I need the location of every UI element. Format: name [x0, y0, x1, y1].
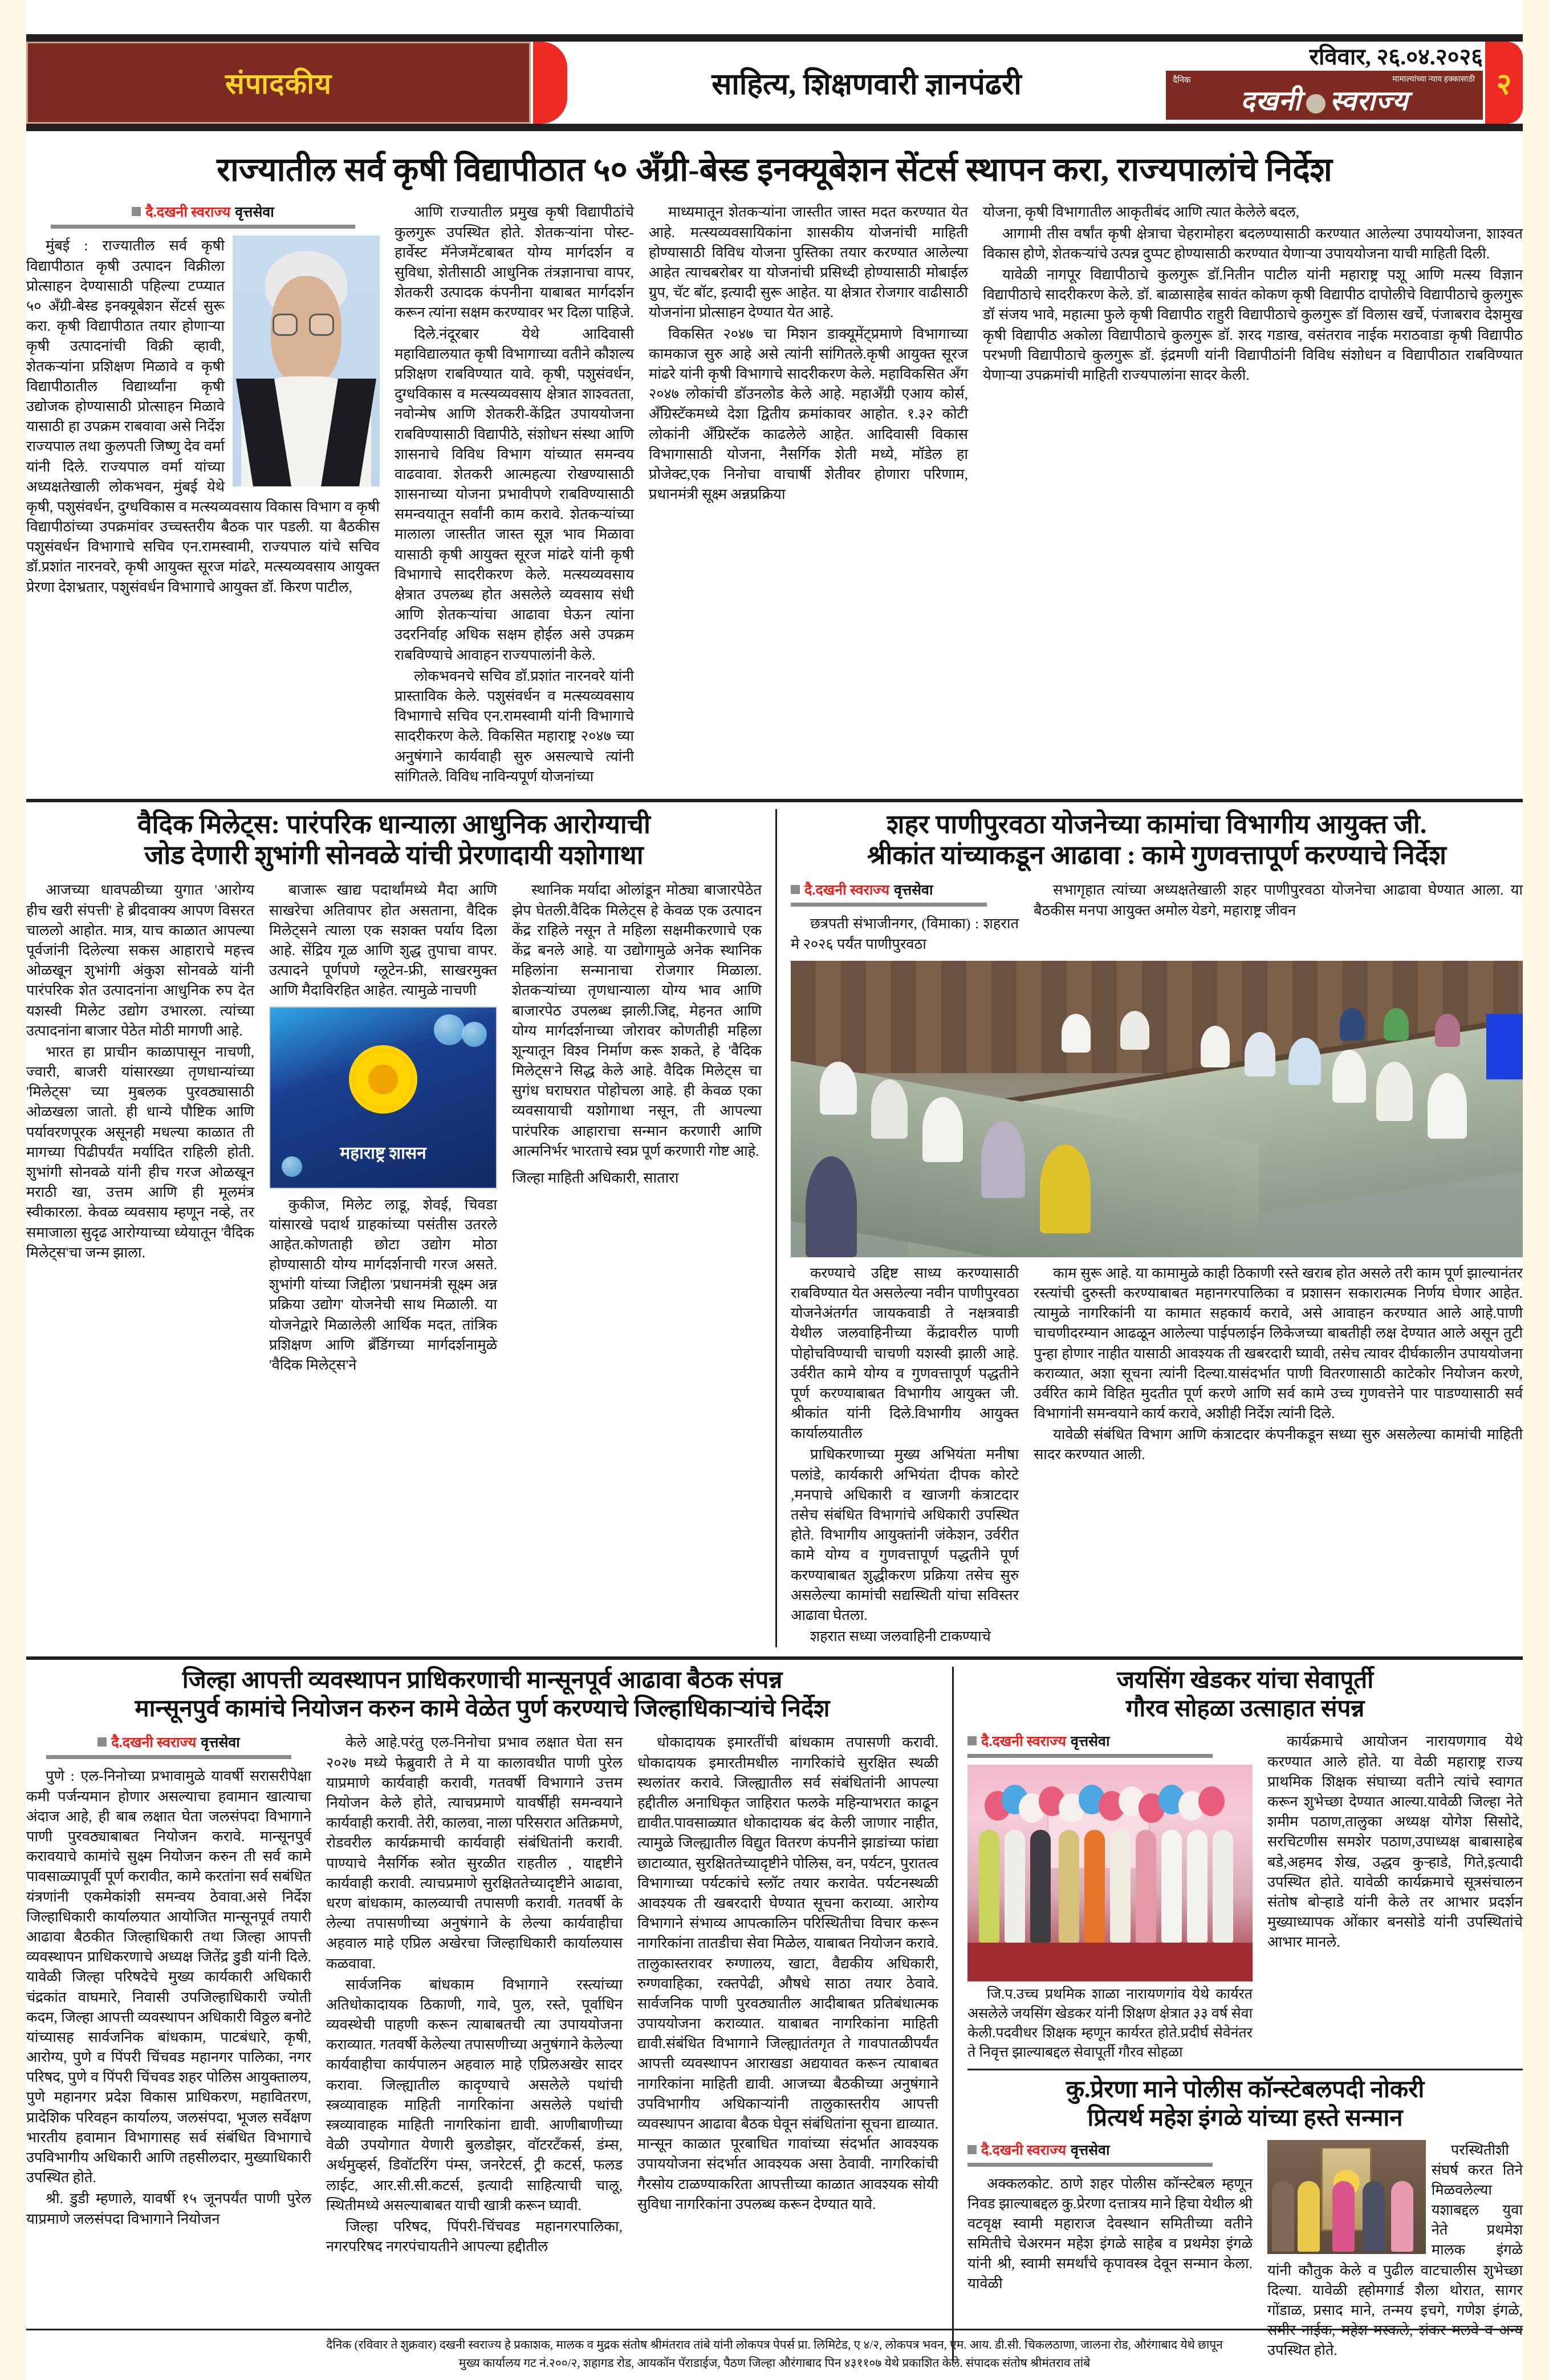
lead-paragraph: आगामी तीस वर्षांत कृषी क्षेत्राचा चेहरामोहरा बदलण्यासाठी करण्यात आलेल्या उपाययोजना, शाश्वत विकास होणे, शेतकऱ्यांचे उत्पन्न दुप्पट होण्यासाठी करण्यात येणाऱ्या उपाययोजना याची माहिती दिली. — [983, 225, 1523, 262]
lead-paragraph: विकसित २०४७ चा मिशन डाक्यूमेंट्प्रमाणे विभागाच्या कामकाज सुरु आहे असे त्यांनी सांगितले.कृषी आयुक्त सूरज मांढरे यांनी कृषी विभागाचे सादरीकरण केले. महाविकसित अँग २०४७ लोकांची डॉउनलोड केले आहे. महाअँग्री एआय कोर्स, अँग्रिस्टॅकमध्ये देशा द्वितीय क्रमांकावर आहोत. १.३२ कोटी लोकांनी अँग्रिस्टॅक काढलेले आहेत. आदिवासी विकास विभागासाठी योजना, नैसर्गिक शेती मध्ये, मॉडेल हा प्रोजेक्ट,एक निनोचा वाचार्षी शेतीवर होणारा परिणाम, प्रधानमंत्री सूक्ष्म अन्नप्रक्रिया — [649, 325, 968, 503]
byline-brand: दै.दखनी स्वराज्य — [111, 1735, 197, 1751]
disaster-paragraph: सार्वजनिक बांधकाम विभागाने रस्त्यांच्या अतिधोकादायक ठिकाणी, गावे, पुल, रस्ते, पूर्वाधिन व्यवस्थेची पाहणी करून त्याबाबतची त्या उपाययोजना कराव्यात. गतवर्षी केलेल्या तपासणीच्या अनुषंगाने केलेल्या कार्यवाहीचा कार्यपालन अहवाल माहे एप्रिलअखेर सादर करावा. जिल्ह्यातील कादृण्याचे असलेले पथांची स्त्रव्यावाहक माहिती नागरिकांना असलेले पथांची स्त्रव्यावाहक माहिती नागरिकांना द्यावी. आणीबाणीच्या वेळी उपयोगात येणारी बुलडोझर, वॉटरटँकर्स, डंम्स, अर्थमुव्हर्स, डिवॉटरिंग पंम्स, जनरेटर्स, ट्री कटर्स, फलड लाईट, आर.सी.सी.कटर्स, इत्यादी साहित्याची चालू, स्थितीमध्ये असल्याबाबत याची खात्री करून घ्यावी. — [326, 1976, 623, 2214]
lead-story — [26, 151, 1523, 787]
prerna-paragraph: परस्थितीशी संघर्ष करत तिने मिळवलेल्या यशाबद्दल युवा नेते प्रथमेश मालक इंगळे यांनी कौतुक केले व पुढील वाटचालीस शुभेच्छा दिल्या. यावेळी ह्होमगार्ड शैला थोरात, सागर गोंडाळ, प्रसाद माने, तन्मय इचगे, गणेश इंगळे, समीर नाईक, महेश मस्कले, शंकर मलवे व अन्य उपस्थित होते. — [1267, 2141, 1523, 2359]
government-label: महाराष्ट्र शासन — [340, 1143, 426, 1163]
water-column-4 — [1034, 1263, 1523, 1648]
disaster-paragraph: धोकादायक इमारतींची बांधकाम तपासणी करावी. धोकादायक इमारतीमधील नागरिकांचे सुरक्षित स्थळी स्थलांतर करावे. जिल्ह्यातील सर्व संबंधितांनी आपल्या हद्दीतील अनाधिकृत जाहिरात फलके महिन्याभरात काढून द्यावीत.पावसाळ्यात धोकादायक बंद केली जाणार नाहीत, त्यामुळे जिल्ह्यातील विद्युत वितरण कंपनीने झाडांच्या फांद्या छाटाव्यात, सुरक्षिततेच्यादृष्टीने पोलिस, वन, पर्यटन, पुरातत्व विभागाच्या पर्यटकांचे स्लॉट तयार करावेत. पर्यटनस्थळी आवश्यक ती खबरदारी घेण्यात सूचना कराव्या. आरोग्य विभागाने संभाव्य आपत्कालिन परिस्थितीचा विचार करून नागरिकांना तातडीचा सेवा मिळेल, याबाबत नियोजन करावे. तालुकास्तरावर रुग्णालय, खाटा, वैद्यकीय अधिकारी, रुग्णवाहिका, रक्तपेढी, औषधे साठा तयार ठेवावे. सार्वजनिक पाणी पुरवठ्यातील आदीबाबत प्रतिबंधात्मक उपाययोजना कराव्यात. याबाबत नागरिकांना माहिती द्यावी.संबंधित विभागाने जिल्ह्यातंतगृत ते गावपातळीपर्यंत आपत्ती व्यवस्थापन आराखडा अद्ययावत करून त्याबाबत नागरिकांना माहिती द्यावी. आजच्या बैठकीच्या अनुषंगाने उपविभागीय अधिकाऱ्यांनी तालुकास्तरीय आपत्ती व्यवस्थापन आढावा बैठक घेवून संबंधितांना सूचना द्याव्यात. मान्सून काळात पूरबाधित गावांच्या संदर्भात आवश्यक उपाययोजना संदर्भात आवश्यक असा ठेवावी. नागरिकांची गैरसोय टाळण्याकरिता आपत्तीच्या काळात आवश्यक सोयी सुविधा नागरिकांना उपलब्ध करून देण्यात यावे. — [637, 1734, 938, 2212]
byline-rule — [967, 1754, 1213, 1758]
byline-square-icon — [132, 207, 141, 216]
masthead-rule-bottom — [26, 124, 1523, 131]
byline-square-icon — [967, 1736, 977, 1745]
byline-square-icon — [97, 1737, 107, 1747]
disaster-paragraph: पुणे : एल-निनोच्या प्रभावामुळे यावर्षी सरासरीपेक्षा कमी पर्जन्यमान होणार असल्याचा हवामान खात्याचा अंदाज आहे, ही बाब लक्षात घेता जलसंपदा विभागाने पाणी पुरवठ्याबाबत नियोजन करावे. मान्सूनपुर्व करावयाचे कामांचे सुक्ष्म नियोजन करुन ती सर्व कामे पावसाळ्यापूर्वी पूर्ण करावीत, कामे करतांना सर्व सबंधित यंत्रणांनी एकमेकांशी समन्वय ठेवावा.असे निर्देश जिल्हाधिकारी कार्यालयात आयोजित मान्सूनपूर्व तयारी आढावा बैठकीत जिल्हाधिकारी तथा जिल्हा आपत्ती व्यवस्थापन प्राधिकरणाचे अध्यक्ष जितेंद्र डुडी यांनी दिले. यावेळी जिल्हा परिषदेचे मुख्य कार्यकारी अधिकारी चंद्रकांत वाघमारे, निवासी उपजिल्हाधिकारी ज्योती कदम, जिल्हा आपत्ती व्यवस्थापन अधिकारी विठ्ठल बनोटे यांच्यासह सार्वजनिक बांधकाम, पाटबंधारे, कृषी, आरोग्य, पुणे व पिंपरी चिंचवड महानगर पालिका, नगर परिषद, पुणे व पिंपरी चिंचवड शहर पोलिस आयुक्तालय, पुणे महानगर प्रदेश विकास प्राधिकरण, महावितरण, प्रादेशिक परिवहन कार्यालय, जलसंपदा, भूजल सर्वेक्षण भारतीय हवामान विभागासह सर्व संबंधित विभागाचे उपविभागीय अधिकारी आणि तहसीलदार, मुख्याधिकारी उपस्थित होते. — [26, 1768, 311, 2186]
khedkar-caption: जि.प.उच्च प्रथमिक शाळा नारायणगांव येथे कार्यरत असलेले जयसिंग खेडकर यांनी शिक्षण क्षेत्रात ३३ वर्ष सेवा केली.पदवीधर शिक्षक म्हणून कार्यरत होते.प्रदीर्घ सेवेनंतर ते निवृत्त झाल्याबद्दल सेवापूर्ती गौरव सोहळा — [967, 1987, 1253, 2060]
prerna-headline-line1: कु.प्रेरणा माने पोलीस कॉन्स्टेबलपदी नोकरी — [1066, 2077, 1425, 2103]
byline-brand: दै.दखनी स्वराज्य — [804, 883, 889, 899]
lead-column-1 — [26, 202, 380, 787]
publication-logo — [1166, 71, 1483, 120]
water-paragraph: यावेळी संबंधित विभाग आणि कंत्राटदार कंपनीकडून सध्या सुरु असलेल्या कामांची माहिती सादर करण्यात आली. — [1034, 1426, 1523, 1463]
middle-band — [26, 809, 1523, 1647]
vedic-paragraph: भारत हा प्राचीन काळापासून नाचणी, ज्वारी, बाजरी यांसारख्या तृणधान्यांच्या 'मिलेट्स' च्या मुबलक पुरवठ्यासाठी ओळखला जातो. ही धान्ये पौष्टिक आणि पर्यावरणपूरक असूनही मधल्या काळात ती मागच्या पिढीपर्यंत मर्यादित राहिली होती. शुभांगी सोनवळे यांनी हीच गरज ओळखून मराठी खा, उत्तम आणि ही मूलमंत्र स्वीकारला. केवळ व्यवसाय म्हणून नव्हे, तर समाजाला सुदृढ आरोग्याच्या ध्येयातून 'वैदिक मिलेट्स'चा जन्म झाला. — [26, 1043, 254, 1261]
vedic-column-2 — [269, 880, 497, 1376]
honour-ceremony-photo — [1267, 2140, 1426, 2254]
vedic-credit: जिल्हा माहिती अधिकारी, सातारा — [512, 1169, 679, 1187]
lead-column-4 — [983, 202, 1523, 787]
vedic-column-1 — [26, 880, 254, 1376]
byline — [967, 2140, 1253, 2159]
khedkar-paragraph: कार्यक्रमाचे आयोजन नारायणगाव येथे करण्यात आले होते. या वेळी महाराष्ट्र राज्य प्राथमिक शिक्षक संघाच्या वतीने त्यांचे स्वागत करून शुभेच्छा देण्यात आल्या.यावेळी जिल्हा नेते शमीम पठाण,तालुका अध्यक्ष योगेश सिसोदे, सरचिटणीस समशेर पठाण,उपाध्यक्ष बाबासाहेब बडे,अहमद शेख, उद्धव कुऱ्हाडे, गिते,इत्यादी उपस्थित होते. यावेळी कार्यक्रमाचे सूत्रसंचालन संतोष बोऱ्हाडे यांनी केले तर आभार प्रदर्शन मुख्याध्यापक ओंकार बनसोडे यांनी उपस्थितांचे आभार मानले. — [1267, 1733, 1523, 1951]
byline-brand: दै.दखनी स्वराज्य — [981, 1734, 1066, 1750]
logo-word-right: स्वराज्य — [1330, 86, 1409, 116]
vedic-paragraph: कुकीज, मिलेट लाडू, शेवई, चिवडा यांसारखे पदार्थ ग्राहकांच्या पसंतीस उतरले आहेत.कोणताही छोटा उद्योग मोठा होण्यासाठी योग्य मार्गदर्शनाची गरज असते. शुभांगी यांच्या जिद्दीला 'प्रधानमंत्री सूक्ष्म अन्न प्रक्रिया उद्योग' योजनेची साथ मिळाली. या योजनेद्वारे मिळालेली आर्थिक मदत, तांत्रिक प्रशिक्षण आणि ब्रँडिंगच्या मार्गदर्शनामुळे 'वैदिक मिलेट्स'ने — [269, 1196, 497, 1374]
water-column-3 — [791, 1263, 1019, 1648]
byline — [791, 880, 1019, 899]
section-divider — [26, 799, 1523, 802]
vedic-headline-line2: जोड देणारी शुभांगी सोनवळे यांची प्रेरणादायी यशोगाथा — [144, 840, 644, 870]
byline-rule — [46, 1755, 291, 1759]
disaster-headline-line1: जिल्हा आपत्ती व्यवस्थापन प्राधिकरणाची मान्सूनपूर्व आढावा बैठक संपन्न — [182, 1667, 783, 1694]
vedic-millets-story — [26, 809, 762, 1647]
water-paragraph: सभागृहात त्यांच्या अध्यक्षतेखाली शहर पाणीपुरवठा योजनेचा आढावा घेण्यात आला. या बैठकीस मनपा आयुक्त अमोल येडगे, महाराष्ट्र जीवन — [1034, 882, 1523, 919]
disaster-column-3 — [637, 1732, 938, 2257]
footer-line-2: मुख्य कार्यालय गट नं.२००/२, शहागड रोड, आयकॉन पॅराडाईज, पैठण जिल्हा औरंगाबाद पिन ४३११०७ येथे प्रकाशित केले. संपादक संतोष श्रीमंतराव तांबे — [458, 2355, 1091, 2370]
masthead — [26, 34, 1523, 131]
right-margin — [1523, 0, 1549, 2380]
water-paragraph: करण्याचे उद्दिष्ट साध्य करण्यासाठी राबविण्यात येत असलेल्या नवीन पाणीपुरवठा योजनेअंतर्गत जायकवाडी ते नक्षत्रवाडी येथील जलवाहिनीच्या केंद्रावरील पाणी पोहोचविण्याची चाचणी यशस्वी झाली आहे. उर्वरीत कामे योग्य व गुणवत्तापूर्ण पद्धतीने पूर्ण करण्याबाबत विभागीय आयुक्त जी. श्रीकांत यांनी दिले.विभागीय आयुक्त कार्यालयातील — [791, 1264, 1019, 1442]
khedkar-column-1 — [967, 1731, 1253, 2062]
masthead-date: रविवार, २६.०४.२०२६ — [1309, 44, 1483, 70]
byline — [967, 1731, 1253, 1751]
khedkar-column-2 — [1267, 1731, 1523, 2062]
water-paragraph: काम सुरू आहे. या कामामुळे काही ठिकाणी रस्ते खराब होत असले तरी काम पूर्ण झाल्यानंतर रस्त्यांची दुरुस्ती करण्याबाबत महानगरपालिका व प्रशासन सकारात्मक निर्णय घेणार आहेत. त्यामुळे नागरिकांनी या कामात सहकार्य करावे, असे आवाहन करण्यात आले आहे.पाणी चाचणीदरम्यान आढळून आलेल्या पाईपलाईन लिकेजच्या बाबतीही लक्ष देण्यात आले असून तुटी पुन्हा होणार नाहीत यासाठी आवश्यक ती खबरदारी घ्यावी, तसेच त्यावर दीर्घकालीन उपाययोजना कराव्यात, अशा सूचना त्यांनी दिल्या.यासंदर्भात पाणी वितरणासाठी काटेकोर नियोजन करणे, उर्वरित कामे विहित मुदतीत पूर्ण करणे आणि सर्व कामे उच्च गुणवत्तेने पार पाडण्यासाठी सर्व विभागांनी समन्वयाने कार्य करावे, अशीही निर्देश त्यांनी दिले. — [1034, 1264, 1523, 1422]
left-margin — [0, 0, 26, 2380]
column-divider — [775, 809, 777, 1647]
water-paragraph: प्राधिकरणाच्या मुख्य अभियंता मनीषा पलांडे, कार्यकारी अभियंता दीपक कोरटे ,मनपाचे अधिकारी व खाजगी कंत्राटदार तसेच संबंधित विभागांचे अधिकारी उपस्थित होते. विभागीय आयुक्तांनी जंकेशन, उर्वरीत कामे योग्य व गुणवत्तापूर्ण पद्धतीने पूर्ण करण्याबाबत शुद्धीकरण प्रक्रिया तसेच सुरु असलेल्या कामांची सद्यस्थिती यांचा सविस्तर आढावा घेतला. — [791, 1446, 1019, 1623]
water-paragraph: शहरात सध्या जलवाहिनी टाकण्याचे — [810, 1628, 991, 1645]
byline — [26, 1732, 311, 1752]
lead-paragraph: लोकभवनचे सचिव डॉ.प्रशांत नारनवरे यांनी प्रास्ताविक केले. पशुसंवर्धन व मत्स्यव्यवसाय विभागाचे सचिव एन.रामस्वामी यांनी विभागाचे सादरीकरण केले. विकसित महाराष्ट्र २०४७ च्या अनुषंगाने कार्यवाही सुरु असल्याचे त्यांनी सांगितले. विविध नाविन्यपूर्ण योजनांच्या — [395, 667, 634, 785]
prerna-story — [967, 2076, 1523, 2361]
disaster-paragraph: श्री. डुडी म्हणाले, यावर्षी १५ जूनपर्यंत पाणी पुरेल याप्रमाणे जलसंपदा विभागाने नियोजन — [26, 2190, 311, 2227]
water-supply-story — [791, 809, 1523, 1647]
vedic-headline-line1: वैदिक मिलेट्स: पारंपरिक धान्याला आधुनिक आरोग्याची — [137, 809, 651, 839]
byline-service: वृत्तसेवा — [1070, 2142, 1110, 2158]
disaster-story — [26, 1667, 938, 2361]
lead-paragraph: आणि राज्यातील प्रमुख कृषी विद्यापीठांचे कुलगुरू उपस्थित होते. शेतकऱ्यांना पोस्ट-हार्वेस्ट मॅनेजमेंटबाबत योग्य मार्गदर्शन व सुविधा, शेतीसाठी आधुनिक तंत्रज्ञानाचा वापर, शेतकरी उत्पादक कंपनीना याबाबत मार्गदर्शन करून त्यांना सक्षम करण्यावर भर दिला पाहिजे. — [395, 204, 634, 321]
khedkar-headline-line2: गौरव सोहळा उत्साहात संपन्न — [1125, 1695, 1365, 1722]
lead-column-3 — [649, 202, 968, 787]
lead-paragraph: दिले.नंदूरबार येथे आदिवासी महाविद्यालयात कृषी विभागाच्या वतीने कौशल्य प्रशिक्षण राबविण्यात यावे. कृषी, पशुसंवर्धन, दुग्धविकास व मत्स्यव्यवसाय क्षेत्रात शाश्वतता, नवोन्मेष आणि शेतकरी-केंद्रित उपाययोजना राबविण्यासाठी विद्यापीठे, संशोधन संस्था आणि शासनाचे विविध विभाग यांच्यात समन्वय वाढवावा. शेतकरी आत्महत्या रोखण्यासाठी शासनाच्या योजना प्रभावीपणे राबविण्यासाठी समन्वयातून सर्वांनी काम करावे. शेतकऱ्यांच्या मालाला जास्तीत जास्त सूज्ञ भाव मिळावा यासाठी कृषी आयुक्त सूरज मांढरे यांनी कृषी विभागाचे सादरीकरण केले. मत्स्यव्यवसाय क्षेत्रात उपलब्ध होत असलेले व्यवसाय संधी आणि शेतकऱ्यांचा आढावा घेऊन त्यांना उदरनिर्वाह अधिक सक्षम होईल असे उपक्रम राबविण्याचे आवाहन राज्यपालांनी केले. — [395, 325, 634, 663]
vedic-column-3 — [512, 880, 762, 1376]
bottom-band — [26, 1667, 1523, 2361]
byline — [26, 202, 380, 221]
section-tag: संपादकीय — [26, 42, 531, 124]
masthead-rule-top — [26, 34, 1523, 42]
byline-square-icon — [791, 885, 800, 894]
byline-service: वृत्तसेवा — [235, 205, 274, 221]
projector-screen — [1486, 1014, 1523, 1079]
byline-service: वृत्तसेवा — [893, 883, 933, 899]
khedkar-headline-line1: जयसिंग खेडकर यांचा सेवापूर्ती — [1116, 1667, 1374, 1694]
byline-rule — [51, 225, 355, 229]
byline-brand: दै.दखनी स्वराज्य — [145, 205, 231, 221]
logo-word-left: दखनी — [1240, 86, 1302, 116]
story-divider — [967, 2069, 1523, 2070]
portrait-photo — [233, 235, 380, 486]
masthead-strapline: साहित्य, शिक्षणवारी ज्ञानपंढरी — [712, 68, 1022, 101]
water-paragraph: छत्रपती संभाजीनगर, (विमाका) : शहरात मे २०२६ पर्यंत पाणीपुरवठा — [791, 915, 1019, 952]
footer-line-1: दैनिक (रविवार ते शुक्रवार) दखनी स्वराज्य हे प्रकाशक, मालक व मुद्रक संतोष श्रीमंतराव तांबे यांनी लोकपत्र पेपर्स प्रा. लिमिटेड, ए ४/२, लोकपत्र भवन, एम. आय. डी.सी. चिकलठाणा, जालना रोड, औरंगाबाद येथे छापून — [326, 2338, 1223, 2351]
lead-paragraph: यावेळी नागपूर विद्यापीठाचे कुलगुरू डॉ.नितीन पाटील यांनी महाराष्ट्र पशू आणि मत्स्य विज्ञान विद्यापीठाचे सादरीकरण केले. डॉ. बाळासाहेब सावंत कोकण कृषी विद्यापीठ दापोलीचे विद्यापीठाचे कुलगुरू डॉ संजय भावे, महात्मा फुले कृषी विद्यापीठ राहुरी विद्यापीठाचे कुलगुरू डॉ विलास खर्चे, पंजाबराव देशमुख कृषी विद्यापीठ अकोला विद्यापीठाचे कुलगुरू डॉ. शरद गडाख, वसंतराव नाईक मराठवाडा कृषी विद्यापीठ परभणी विद्यापीठाचे कुलगुरू डॉ. इंद्रमणी यांनी विद्यापीठांनी विविध संशोधन व विद्यापीठात राबविण्यात येणाऱ्या उपक्रमांची माहिती राज्यपालांना सादर केली. — [983, 266, 1523, 383]
red-flap-shape — [533, 42, 567, 124]
water-column-2 — [1034, 880, 1523, 955]
byline-service: वृत्तसेवा — [201, 1735, 240, 1751]
lead-paragraph: माध्यमातून शेतकऱ्यांना जास्तीत जास्त मदत करण्यात येत आहे. मत्स्यव्यवसायिकांना शासकीय योजनांची माहिती होण्यासाठी विविध योजना पुस्तिका तयार करण्यात आलेल्या आहेत त्याचबरोबर या योजनांची प्रसिध्दी होण्यासाठी मोबाईल ग्रुप, चॅट बॉट, इत्यादी सुरू आहेत. या क्षेत्रात रोजगार वाढीसाठी योजनांना प्रोत्साहन देण्यात येत आहे. — [649, 204, 968, 321]
felicitation-photo — [967, 1765, 1253, 1981]
section-divider — [26, 1656, 1523, 1660]
khedkar-story — [967, 1667, 1523, 2062]
disaster-headline-line2: मान्सूनपुर्व कामांचे नियोजन करुन कामे वेळेत पुर्ण करण्याचे जिल्हाधिकाऱ्यांचे निर्देश — [135, 1695, 830, 1722]
page-footer — [26, 2329, 1523, 2372]
column-divider — [952, 1667, 954, 2361]
disaster-paragraph: केले आहे.परंतु एल-निनोचा प्रभाव लक्षात घेता सन २०२७ मध्ये फेब्रुवारी ते मे या कालावधीत पाणी पुरेल याप्रमाणे कार्यवाही करावी, गतवर्षी विभागाने उत्तम नियोजन केले होते, त्याचप्रमाणे यावर्षीही समन्वयाने कार्यवाही करावी. तेरी, कालवा, नाला परिसरात अतिक्रमणे, रोडवरील कार्यक्रमाची कार्यवाही संबंधितांनी करावी. पाण्याचे नैसर्गिक स्त्रोत सुरळीत राहतील , याद्दष्टीने कार्यवाही करावी. त्याचप्रमाणे सुरक्षिततेच्यादृष्टीने आढावा, धरण बांधकाम, कालव्याची तपासणी करावी. गतवर्षी के लेल्या तपासणीच्या अनुषंगाने के लेल्या कार्यवाहीचा अहवाल माहे एप्रिल अखेरचा जिल्हाधिकारी कार्यालयास कळवावा. — [326, 1734, 623, 1972]
water-headline-line1: शहर पाणीपुरवठा योजनेच्या कामांचा विभागीय आयुक्त जी. — [887, 809, 1427, 839]
prerna-headline-line2: प्रित्यर्थ महेश इंगळे यांच्या हस्ते सन्मान — [1087, 2105, 1403, 2131]
lead-headline: राज्यातील सर्व कृषी विद्यापीठात ५० अँग्री-बेस्ड इनक्यूबेशन सेंटर्स स्थापन करा, राज्यपालांचे निर्देश — [217, 151, 1332, 188]
lead-column-2 — [395, 202, 634, 787]
lead-paragraph: योजना, कृषी विभागातील आकृतीबंद आणि त्यात केलेले बदल, — [983, 204, 1300, 221]
byline-rule — [967, 2163, 1213, 2167]
globe-icon — [1306, 94, 1326, 113]
byline-brand: दै.दखनी स्वराज्य — [981, 2142, 1066, 2158]
disaster-column-2 — [326, 1732, 623, 2257]
lead-paragraph: मुंबई : राज्यातील सर्व कृषी विद्यापीठात कृषी उत्पादन विक्रीला प्रोत्साहन देण्यासाठी पहिल्या टप्प्यात ५० अँग्री-बेस्ड इनक्यूबेशन सेंटर्स सुरू करा. कृषी विद्यापीठात तयार होणाऱ्या कृषी उत्पादनांची विक्री व्हावी, शेतकऱ्यांना प्रशिक्षण मिळावे व कृषी विद्यापीठातील विद्यार्थ्यांना कृषी उद्योजक होण्यासाठी प्रोत्साहन मिळावे यासाठी हा उपक्रम राबवावा असे निर्देश राज्यपाल तथा कुलपती जिष्णु देव वर्मा यांनी दिले. राज्यपाल वर्मा यांच्या अध्यक्षतेखाली लोकभवन, मुंबई येथे कृषी, पशुसंवर्धन, दुग्धविकास व मत्स्यव्यवसाय विकास विभाग व कृषी विद्यापीठांच्या उपक्रमांवर उच्चस्तरीय बैठक पार पडली. या बैठकीस पशुसंवर्धन विभागाचे सचिव एन.रामस्वामी, राज्यपाल यांचे सचिव डॉ.प्रशांत नारनवरे, कृषी आयुक्त सूरज मांढरे, मत्स्यव्यवसाय आयुक्त प्रेरणा देशभ्रतार, पशुसंवर्धन विभागाचे आयुक्त डॉ. किरण पाटील, — [26, 237, 380, 595]
prerna-paragraph: अक्कलकोट. ठाणे शहर पोलीस कॉन्स्टेबल म्हणून निवड झाल्याबद्दल कु.प्रेरणा दत्तात्रय माने हिचा येथील श्री वटवृक्ष स्वामी महाराज देवस्थान समितीच्या वतीने समितीचे चेअरमन महेश इंगळे साहेब व प्रथमेश इंगळे यांनी श्री, स्वामी समर्थांचे कृपावस्त्र देवून सन्मान केला. यावेळी — [967, 2175, 1253, 2292]
maharashtra-seal-icon — [349, 1045, 417, 1114]
water-headline-line2: श्रीकांत यांच्याकडून आढावा : कामे गुणवत्तापूर्ण करण्याचे निर्देश — [867, 840, 1447, 870]
water-column-1 — [791, 880, 1019, 955]
page-number: २ — [1485, 42, 1523, 124]
byline-rule — [791, 903, 987, 907]
logo-daily-label: दैनिक — [1173, 76, 1191, 85]
vedic-paragraph: बाजारू खाद्य पदार्थांमध्ये मैदा आणि साखरेचा अतिवापर होत असताना, वैदिक मिलेट्सने त्याला एक सशक्त पर्याय दिला आहे. सेंद्रिय गूळ आणि शुद्ध तुपाचा वापर. उत्पादने पूर्णपणे ग्लूटेन-फ्री, साखरमुक्त आणि मैदाविरहित आहेत. त्यामुळे नाचणी — [269, 882, 497, 999]
masthead-right — [1166, 42, 1485, 124]
disaster-column-1 — [26, 1732, 311, 2257]
logo-tagline: मामाल्यांच्या न्याय हक्कासाठी — [1392, 75, 1475, 84]
disaster-paragraph: जिल्हा परिषद, पिंपरी-चिंचवड महानगरपालिका, नगरपरिषद नगरपंचायतीने आपल्या हद्दीतील — [326, 2217, 623, 2255]
right-bottom-column — [967, 1667, 1523, 2361]
byline-square-icon — [967, 2145, 977, 2154]
vedic-paragraph: आजच्या धावपळीच्या युगात 'आरोग्य हीच खरी संपत्ती' हे ब्रीदवाक्य आपण विसरत चाललो आहोत. मात्र, याच काळात आपल्या पूर्वजांनी दिलेल्या सकस आहाराचे महत्त्व ओळखून शुभांगी अंकुश सोनवळे यांनी पारंपरिक शेत उत्पादनांना आधुनिक रुप देत यशस्वी मिलेट उद्योग उभारला. त्यांच्या उत्पादनांना बाजार पेठेत मोठी मागणी आहे. — [26, 882, 254, 1039]
maharashtra-government-image — [269, 1006, 497, 1189]
meeting-photo — [791, 961, 1523, 1257]
byline-service: वृत्तसेवा — [1070, 1734, 1110, 1750]
vedic-paragraph: स्थानिक मर्यादा ओलांडून मोठ्या बाजारपेठेत झेप घेतली.वैदिक मिलेट्स हे केवळ एक उत्पादन केंद्र राहिले नसून ते महिला सक्षमीकरणाचे एक केंद्र बनले आहे. या उद्योगामुळे अनेक स्थानिक महिलांना सन्मानाचा रोजगार मिळाला. शेतकऱ्यांच्या तृणधान्याला योग्य भाव आणि बाजारपेठ उपलब्ध झाली.जिद्द, मेहनत आणि योग्य मार्गदर्शनाच्या जोरावर कोणतीही महिला शून्यातून विश्व निर्माण करू शकते, हे 'वैदिक मिलेट्स'ने सिद्ध केले आहे. वैदिक मिलेट्स चा सुगंध घराघरात पोहोचला आहे. ही केवळ एका व्यवसायाची यशोगाथा नसून, ती आपल्या पारंपरिक आहाराचा सन्मान करणारी आणि आत्मनिर्भर भारताचे स्वप्न पूर्ण करणारी गोष्ट आहे. — [512, 882, 762, 1159]
